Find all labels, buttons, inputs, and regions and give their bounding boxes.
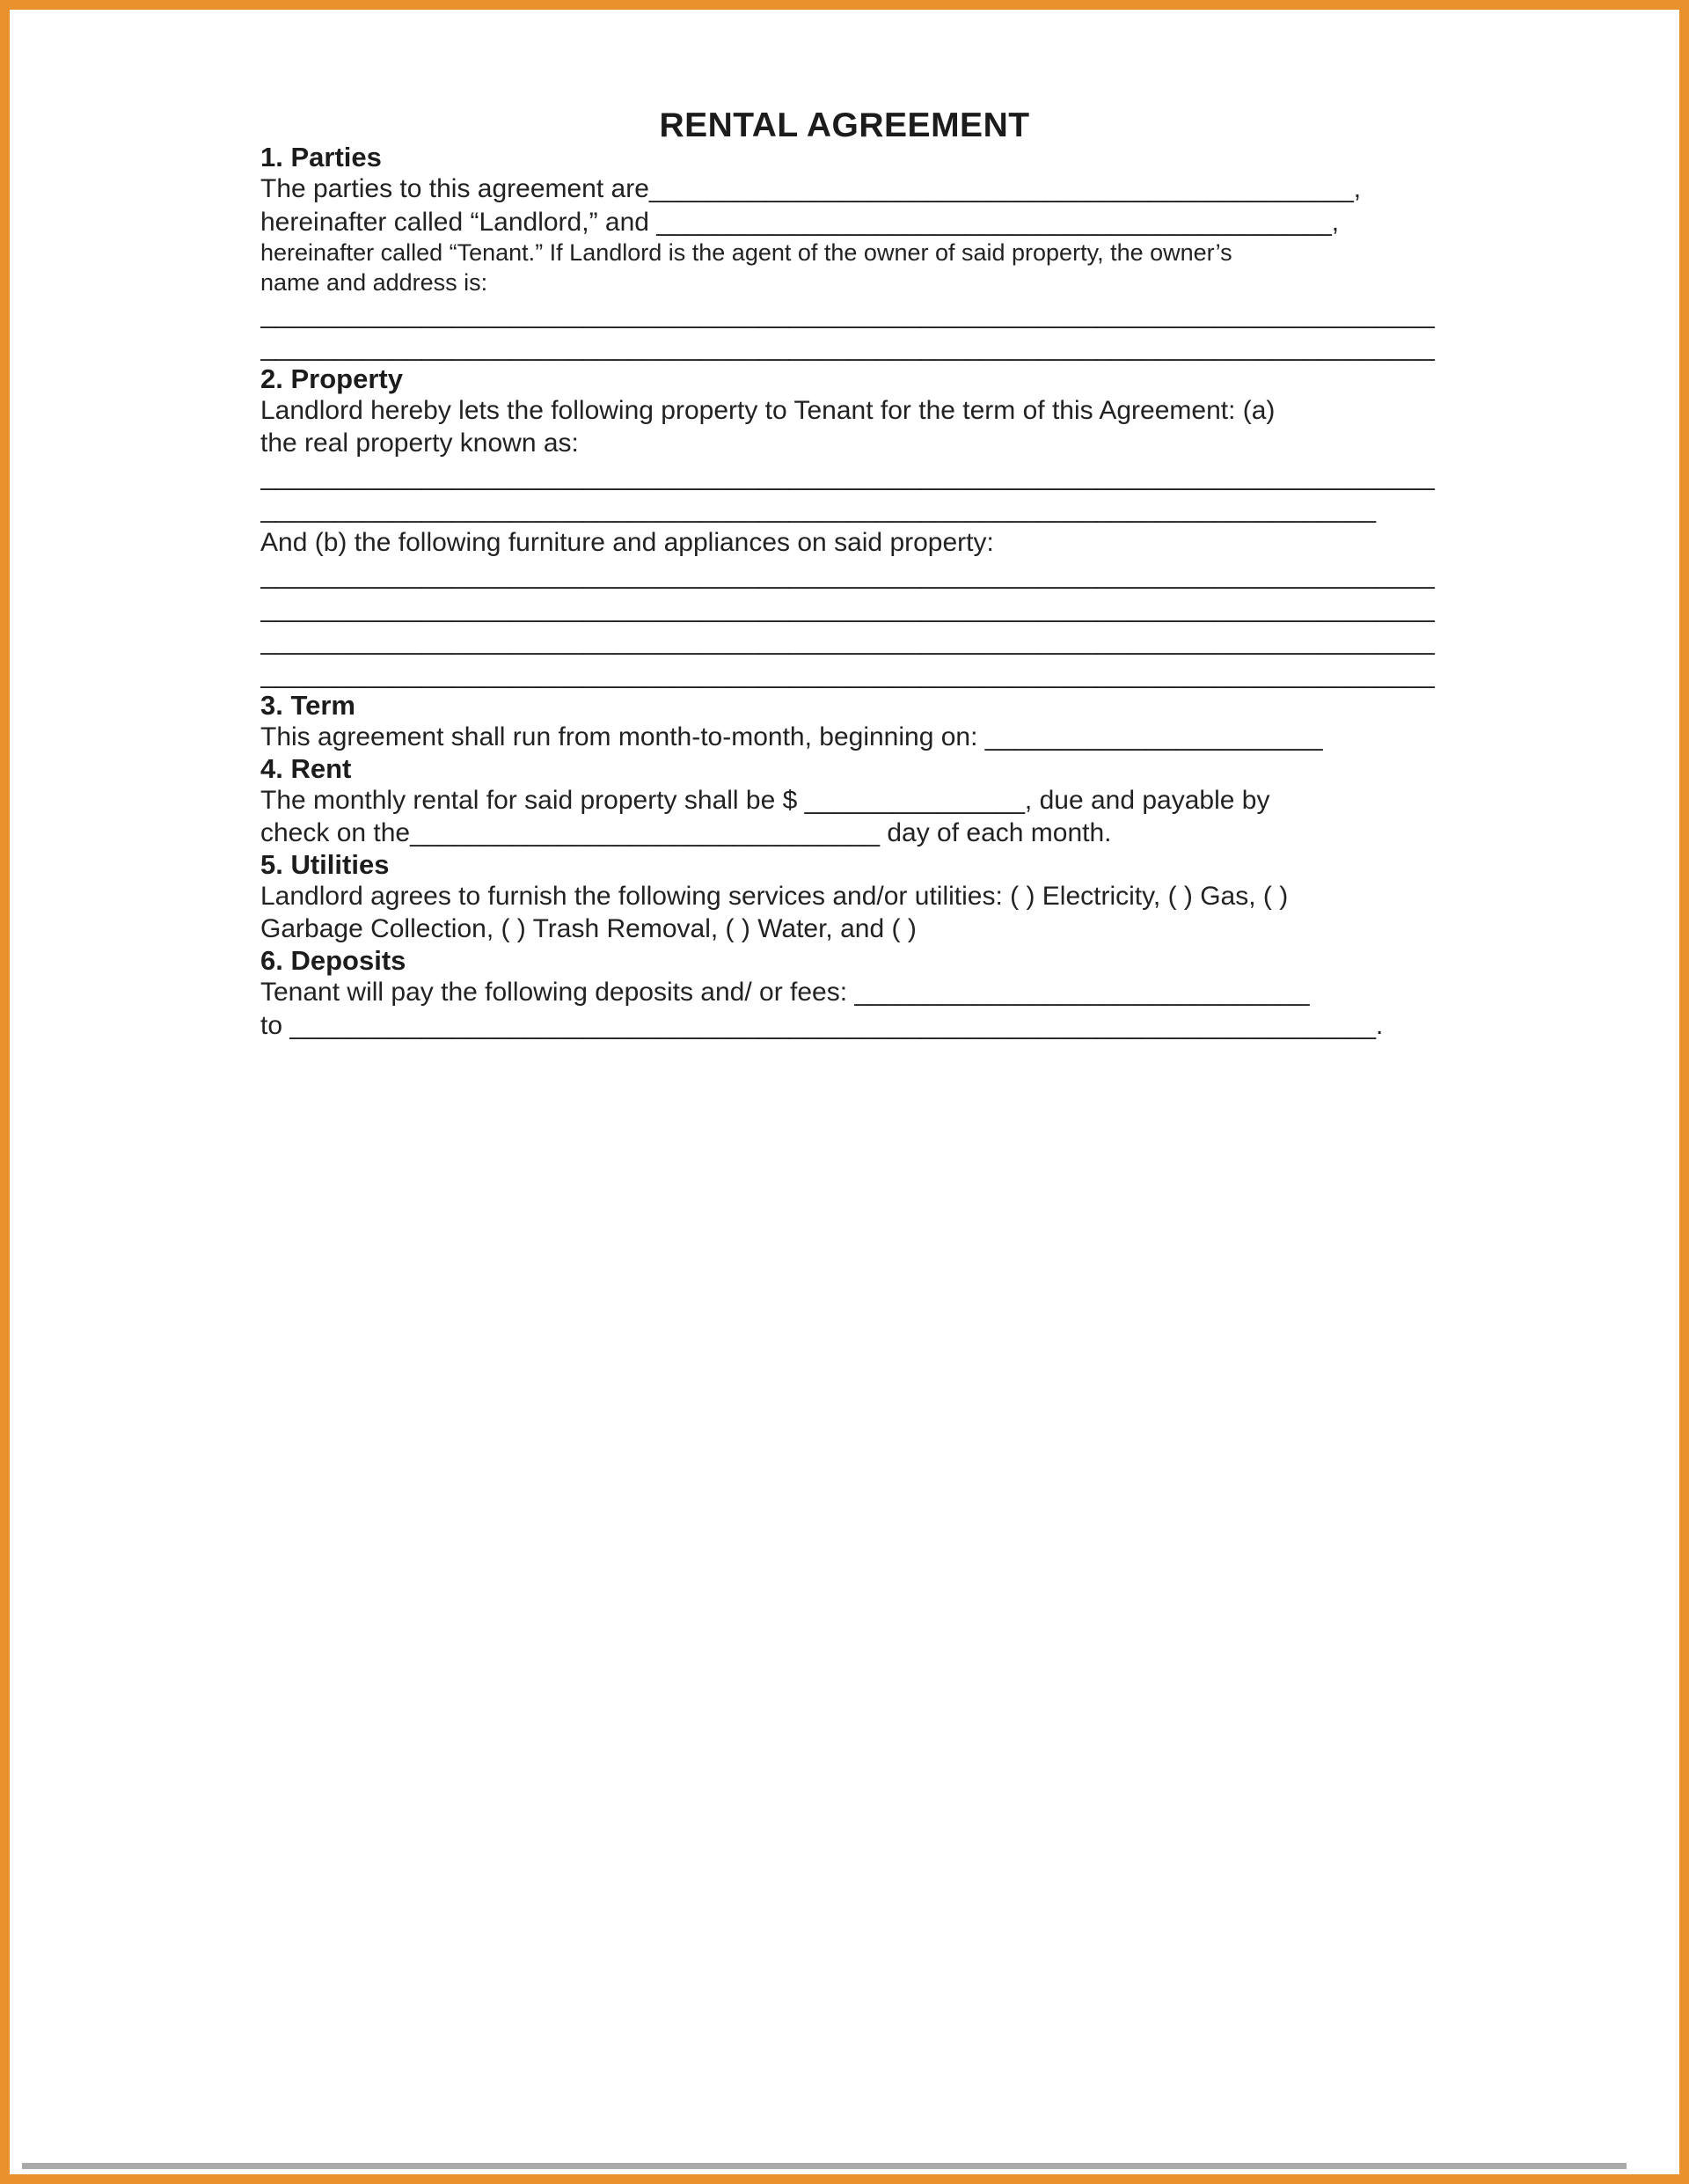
property-paragraph-line-2: the real property known as: xyxy=(260,429,579,458)
document-body xyxy=(260,143,1444,1042)
deposits-line-1: Tenant will pay the following deposits and/ or fees: _______________________________ xyxy=(260,978,1310,1008)
property-blank-line-5: ________________________________________________________________________________ xyxy=(260,627,1435,656)
section-heading-deposits: 6. Deposits xyxy=(260,944,406,976)
section-deposits xyxy=(260,946,1444,1042)
property-blank-line-3: ________________________________________________________________________________ xyxy=(260,561,1435,590)
section-property xyxy=(260,364,1444,692)
property-blank-line-4: ________________________________________________________________________________ xyxy=(260,593,1435,623)
property-paragraph-line-1: Landlord hereby lets the following property to Tenant for the term of this Agreement: (a) xyxy=(260,395,1276,425)
rent-line-2: check on the________________________________ day of each month. xyxy=(260,818,1112,848)
utilities-line-1: Landlord agrees to furnish the following services and/or utilities: ( ) Electricity, ( ) Gas, ( ) xyxy=(260,881,1289,911)
parties-line-4: name and address is: xyxy=(260,268,488,296)
section-term xyxy=(260,691,1444,754)
section-heading-rent: 4. Rent xyxy=(260,752,352,784)
deposits-line-2: to __________________________________________________________________________. xyxy=(260,1010,1384,1040)
section-heading-property: 2. Property xyxy=(260,363,403,394)
parties-blank-line-1: ________________________________________________________________________________ xyxy=(260,299,1435,329)
scan-artifact-line xyxy=(22,2163,1627,2169)
term-line-1: This agreement shall run from month-to-month, beginning on: _______________________ xyxy=(260,722,1323,752)
section-parties xyxy=(260,143,1444,364)
utilities-line-2: Garbage Collection, ( ) Trash Removal, ( ) Water, and ( ) xyxy=(260,914,917,944)
parties-line-3: hereinafter called “Tenant.” If Landlord is the agent of the owner of said property, the owner’s xyxy=(260,239,1232,267)
property-blank-line-1: ________________________________________________________________________________ xyxy=(260,461,1435,491)
section-utilities xyxy=(260,850,1444,946)
section-heading-term: 3. Term xyxy=(260,690,355,722)
document-title: RENTAL AGREEMENT xyxy=(659,106,1030,144)
property-blank-line-2: ____________________________________________________________________________ xyxy=(260,495,1377,524)
property-blank-line-6: ________________________________________________________________________________ xyxy=(260,659,1435,689)
rent-line-1: The monthly rental for said property shall be $ _______________, due and payable by xyxy=(260,785,1270,815)
property-paragraph-2: And (b) the following furniture and appliances on said property: xyxy=(260,527,994,557)
section-heading-utilities: 5. Utilities xyxy=(260,848,390,880)
parties-blank-line-2: ________________________________________________________________________________ xyxy=(260,333,1435,363)
section-rent xyxy=(260,754,1444,850)
parties-line-2: hereinafter called “Landlord,” and ______________________________________________, xyxy=(260,207,1340,237)
parties-line-1: The parties to this agreement are________________________________________________, xyxy=(260,174,1362,204)
section-heading-parties: 1. Parties xyxy=(260,142,382,172)
